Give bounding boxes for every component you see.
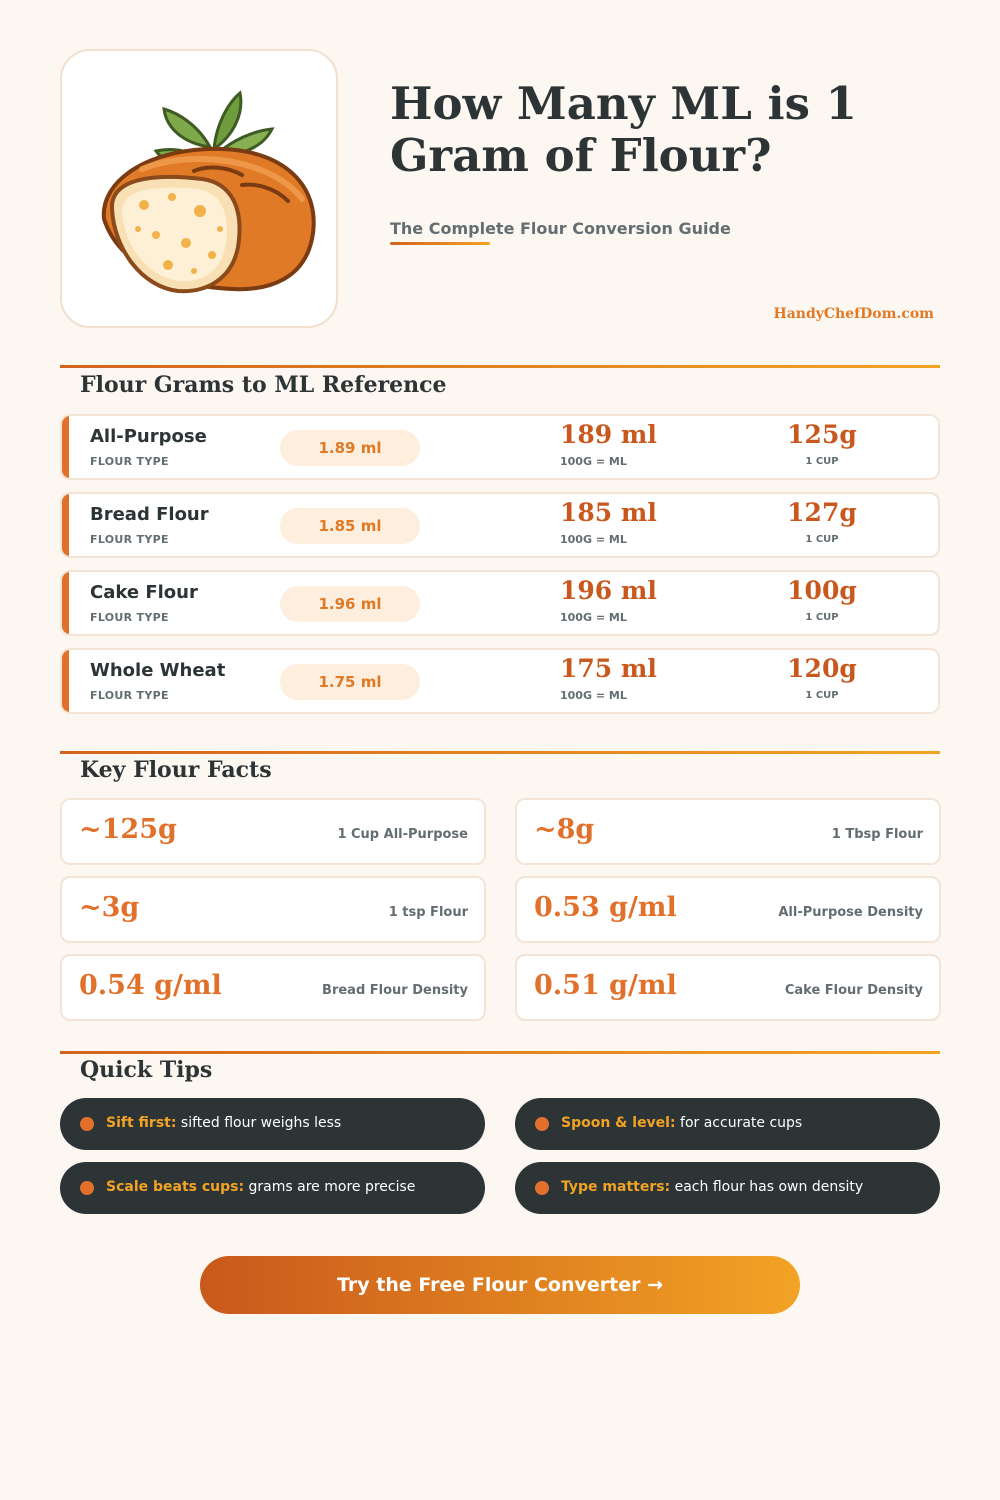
page-title: How Many ML is 1 Gram of Flour? bbox=[390, 77, 857, 182]
ml-per-100g-label: 100G = ML bbox=[560, 455, 627, 468]
fact-card bbox=[60, 954, 486, 1021]
ml-per-100g-label: 100G = ML bbox=[560, 533, 627, 546]
ml-per-gram-badge: 1.75 ml bbox=[280, 664, 420, 700]
ml-per-gram-badge: 1.89 ml bbox=[280, 430, 420, 466]
ml-per-100g-value: 196 ml bbox=[560, 576, 657, 605]
tip-pill bbox=[515, 1162, 940, 1214]
fact-label: All-Purpose Density bbox=[778, 905, 923, 920]
cup-weight-label: 1 CUP bbox=[805, 612, 839, 623]
ml-per-100g-label: 100G = ML bbox=[560, 611, 627, 624]
flour-name: Bread Flour bbox=[90, 504, 209, 525]
reference-row-all-purpose bbox=[60, 414, 940, 480]
tip-text bbox=[561, 1115, 802, 1131]
cup-weight-label: 1 CUP bbox=[805, 534, 839, 545]
reference-section-title: Flour Grams to ML Reference bbox=[80, 372, 447, 398]
fact-label: Bread Flour Density bbox=[322, 983, 468, 998]
bullet-dot-icon bbox=[80, 1181, 94, 1195]
tip-keyword: Sift first: bbox=[106, 1115, 177, 1131]
flour-name: Whole Wheat bbox=[90, 660, 226, 681]
tip-keyword: Type matters: bbox=[561, 1179, 671, 1195]
bread-loaf-icon bbox=[82, 79, 320, 304]
tip-text bbox=[561, 1179, 863, 1195]
flour-type-label: FLOUR TYPE bbox=[90, 689, 169, 702]
tip-text bbox=[106, 1179, 415, 1195]
cup-weight-label: 1 CUP bbox=[805, 456, 839, 467]
cup-weight-value: 100g bbox=[787, 576, 857, 605]
bullet-dot-icon bbox=[535, 1181, 549, 1195]
cup-weight-label: 1 CUP bbox=[805, 690, 839, 701]
page-subtitle: The Complete Flour Conversion Guide bbox=[390, 219, 731, 238]
row-accent-bar bbox=[62, 650, 69, 712]
fact-label: 1 Tbsp Flour bbox=[831, 827, 923, 842]
fact-value: ~8g bbox=[534, 814, 595, 845]
ml-per-gram-badge: 1.85 ml bbox=[280, 508, 420, 544]
row-accent-bar bbox=[62, 416, 69, 478]
fact-label: 1 tsp Flour bbox=[388, 905, 468, 920]
tip-detail: sifted flour weighs less bbox=[176, 1115, 342, 1131]
row-accent-bar bbox=[62, 494, 69, 556]
bullet-dot-icon bbox=[535, 1117, 549, 1131]
ml-per-100g-value: 185 ml bbox=[560, 498, 657, 527]
fact-value: ~125g bbox=[79, 814, 177, 845]
reference-row-bread-flour bbox=[60, 492, 940, 558]
tip-pill bbox=[515, 1098, 940, 1150]
facts-section-title: Key Flour Facts bbox=[80, 757, 272, 783]
tip-keyword: Scale beats cups: bbox=[106, 1179, 245, 1195]
flour-name: All-Purpose bbox=[90, 426, 207, 447]
ml-per-100g-label: 100G = ML bbox=[560, 689, 627, 702]
fact-card bbox=[60, 876, 486, 943]
flour-type-label: FLOUR TYPE bbox=[90, 611, 169, 624]
reference-row-whole-wheat bbox=[60, 648, 940, 714]
tips-section-title: Quick Tips bbox=[80, 1057, 213, 1083]
fact-label: 1 Cup All-Purpose bbox=[337, 827, 468, 842]
fact-label: Cake Flour Density bbox=[784, 983, 923, 998]
ml-per-gram-badge: 1.96 ml bbox=[280, 586, 420, 622]
fact-card bbox=[515, 954, 941, 1021]
fact-card bbox=[60, 798, 486, 865]
flour-name: Cake Flour bbox=[90, 582, 198, 603]
ml-per-100g-value: 175 ml bbox=[560, 654, 657, 683]
ml-per-100g-value: 189 ml bbox=[560, 420, 657, 449]
brand-link[interactable]: HandyChefDom.com bbox=[773, 306, 934, 322]
flour-converter-cta-button[interactable]: Try the Free Flour Converter → bbox=[200, 1256, 800, 1314]
tip-keyword: Spoon & level: bbox=[561, 1115, 676, 1131]
tip-pill bbox=[60, 1162, 485, 1214]
fact-value: 0.51 g/ml bbox=[534, 970, 677, 1001]
subtitle-underline bbox=[390, 242, 490, 245]
cup-weight-value: 127g bbox=[787, 498, 857, 527]
bullet-dot-icon bbox=[80, 1117, 94, 1131]
fact-value: 0.53 g/ml bbox=[534, 892, 677, 923]
fact-value: 0.54 g/ml bbox=[79, 970, 222, 1001]
section-divider bbox=[60, 751, 940, 754]
section-divider bbox=[60, 1051, 940, 1054]
hero-image-card bbox=[60, 49, 338, 328]
tip-detail: for accurate cups bbox=[675, 1115, 803, 1131]
fact-card bbox=[515, 798, 941, 865]
fact-value: ~3g bbox=[79, 892, 140, 923]
tip-pill bbox=[60, 1098, 485, 1150]
section-divider bbox=[60, 365, 940, 368]
row-accent-bar bbox=[62, 572, 69, 634]
flour-type-label: FLOUR TYPE bbox=[90, 455, 169, 468]
flour-type-label: FLOUR TYPE bbox=[90, 533, 169, 546]
cup-weight-value: 120g bbox=[787, 654, 857, 683]
tip-detail: each flour has own density bbox=[670, 1179, 864, 1195]
tip-detail: grams are more precise bbox=[244, 1179, 416, 1195]
fact-card bbox=[515, 876, 941, 943]
reference-row-cake-flour bbox=[60, 570, 940, 636]
cup-weight-value: 125g bbox=[787, 420, 857, 449]
tip-text bbox=[106, 1115, 341, 1131]
